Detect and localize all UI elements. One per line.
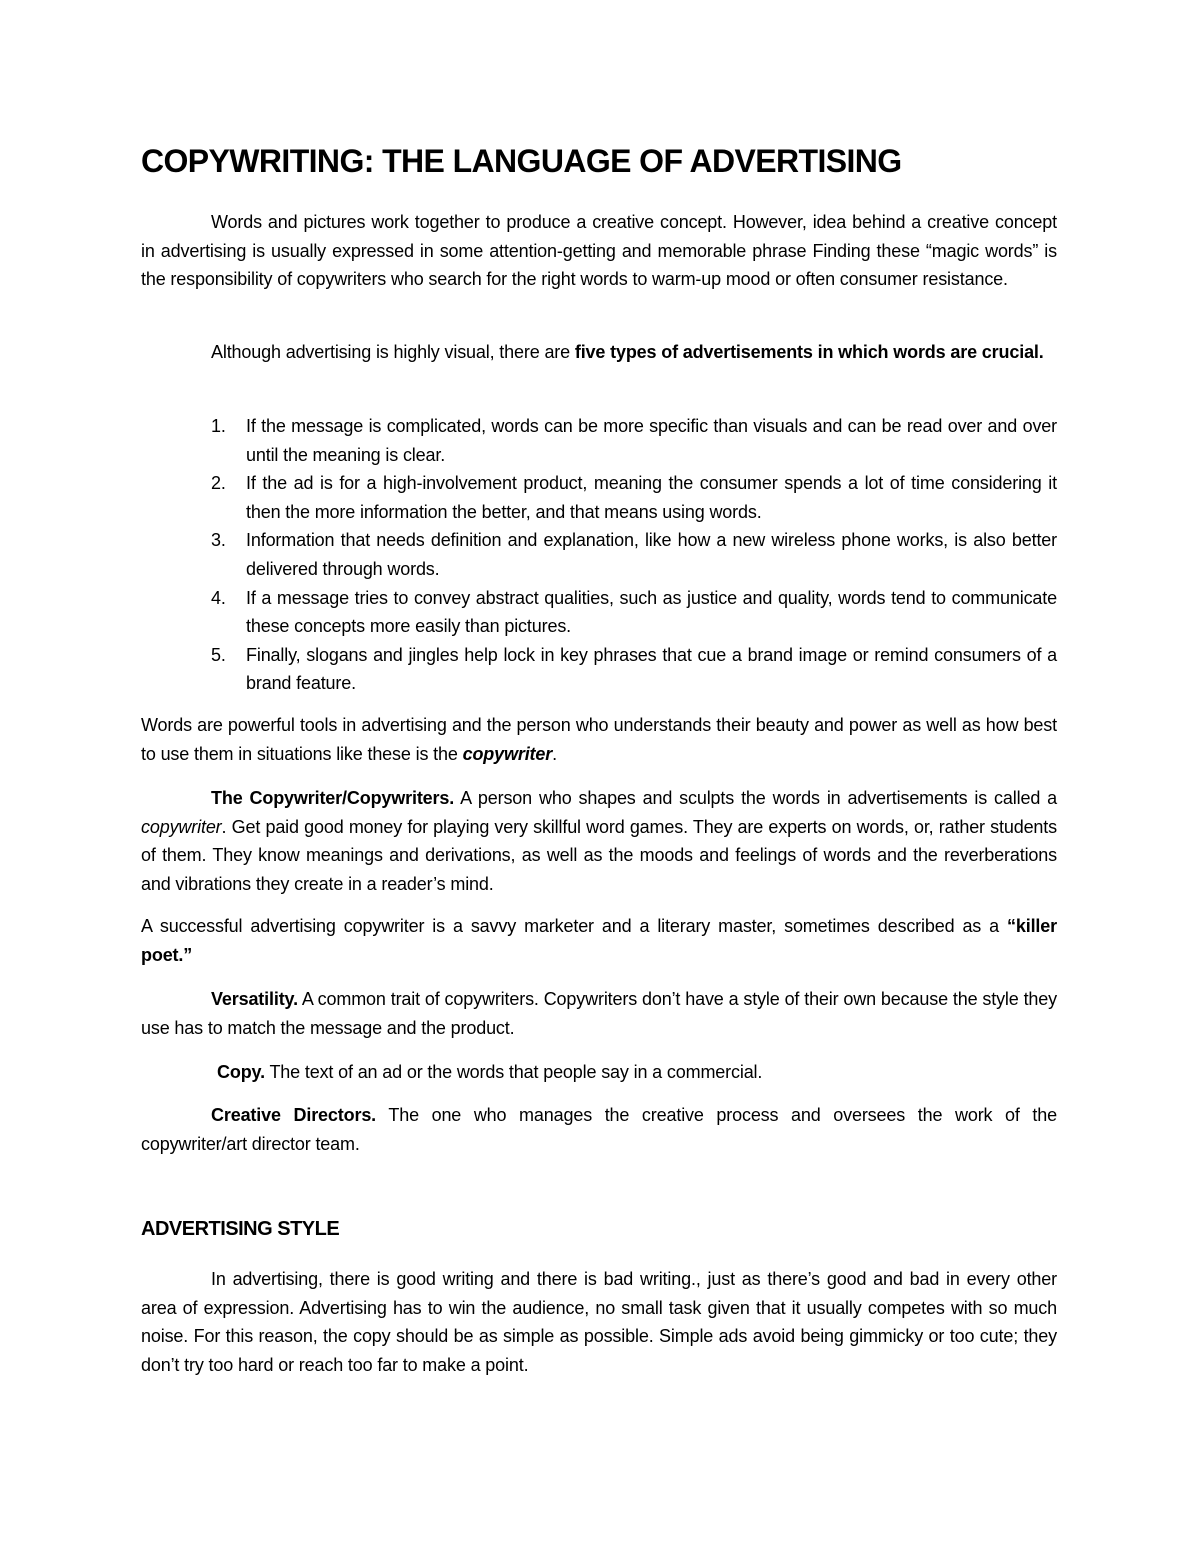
list-number: 3. xyxy=(211,530,226,551)
five-types-emphasis: five types of advertisements in which words are crucial xyxy=(574,342,1039,362)
section-heading: ADVERTISING STYLE xyxy=(141,1218,340,1240)
killer-poet-text: A successful advertising copywriter is a savvy marketer and a literary master, sometimes described as a xyxy=(141,916,1008,936)
copywriter-text-b: . Get paid good money for playing very skillful word games. They are experts on words, or, rather students of them. They know meanings and derivations, as well as the moods and feelings of words and the reverberations and vibrations they create in a reader’s mind. xyxy=(141,816,1057,894)
five-types-period: . xyxy=(1038,342,1044,362)
creative-directors-term: Creative Directors. xyxy=(211,1105,377,1125)
list-item xyxy=(141,526,1057,583)
list-text: Information that needs definition and explanation, like how a new wireless phone works, is also better delivered through words. xyxy=(246,530,1057,579)
five-types-lead: Although advertising is highly visual, there are xyxy=(211,342,575,362)
list-item xyxy=(141,469,1057,526)
list-item xyxy=(141,641,1057,698)
list-number: 2. xyxy=(211,473,226,494)
killer-poet-emphasis: “killer poet.” xyxy=(141,916,1057,965)
list-number: 4. xyxy=(211,587,226,608)
reasons-list xyxy=(141,412,1057,698)
list-item xyxy=(141,412,1057,469)
list-text: If a message tries to convey abstract qualities, such as justice and quality, words tend to communicate these concepts more easily than pictures. xyxy=(246,587,1057,637)
copy-text: The text of an ad or the words that people say in a commercial. xyxy=(264,1062,763,1082)
intro-paragraph: Words and pictures work together to produce a creative concept. However, idea behind a creative concept in advertising is usually expressed in some attention-getting and memorable phrase Finding these “magic words” is the responsibility of copywriters who search for the right words to warm-up mood or often consumer resistance. xyxy=(141,212,1057,290)
powerful-tools-text: Words are powerful tools in advertising and the person who understands their beauty and power as well as how best to use them in situations like these is the xyxy=(141,715,1057,764)
document-title: COPYWRITING: THE LANGUAGE OF ADVERTISING xyxy=(141,143,902,179)
copywriter-emphasis: copywriter xyxy=(462,743,553,764)
creative-directors-text: The one who manages the creative process and oversees the work of the copywriter/art director team. xyxy=(141,1105,1057,1154)
versatility-definition xyxy=(141,985,1057,1042)
powerful-tools-period: . xyxy=(552,743,557,764)
versatility-text: A common trait of copywriters. Copywriters don’t have a style of their own because the style they use has to match the message and the product. xyxy=(141,989,1057,1038)
versatility-term: Versatility. xyxy=(211,989,298,1009)
killer-poet-paragraph xyxy=(141,912,1057,969)
list-number: 1. xyxy=(211,416,226,436)
list-text: Finally, slogans and jingles help lock in key phrases that cue a brand image or remind consumers of a brand feature. xyxy=(246,644,1057,694)
creative-directors-definition xyxy=(141,1101,1057,1158)
list-text: If the ad is for a high-involvement product, meaning the consumer spends a lot of time considering it then the more information the better, and that means using words. xyxy=(246,473,1057,522)
list-item xyxy=(141,584,1057,641)
list-text: If the message is complicated, words can be more specific than visuals and can be read over and over until the meaning is clear. xyxy=(246,416,1057,465)
copywriter-italic: copywriter xyxy=(141,816,222,837)
powerful-tools-paragraph xyxy=(141,711,1057,768)
style-paragraph: In advertising, there is good writing and there is bad writing., just as there’s good and bad in every other area of expression. Advertising has to win the audience, no small task given that it usually competes with so much noise. For this reason, the copy should be as simple as possible. Simple ads avoid being gimmicky or too cute; they don’t try too hard or reach too far to make a point. xyxy=(141,1269,1057,1375)
list-number: 5. xyxy=(211,644,226,665)
copywriter-text-a: A person who shapes and sculpts the words in advertisements is called a xyxy=(454,788,1058,808)
copywriter-definition xyxy=(141,784,1057,898)
copy-definition xyxy=(141,1058,1057,1087)
five-types-paragraph xyxy=(141,338,1057,367)
copy-term: Copy. xyxy=(217,1062,265,1082)
copywriter-term: The Copywriter/Copywriters. xyxy=(211,788,455,808)
